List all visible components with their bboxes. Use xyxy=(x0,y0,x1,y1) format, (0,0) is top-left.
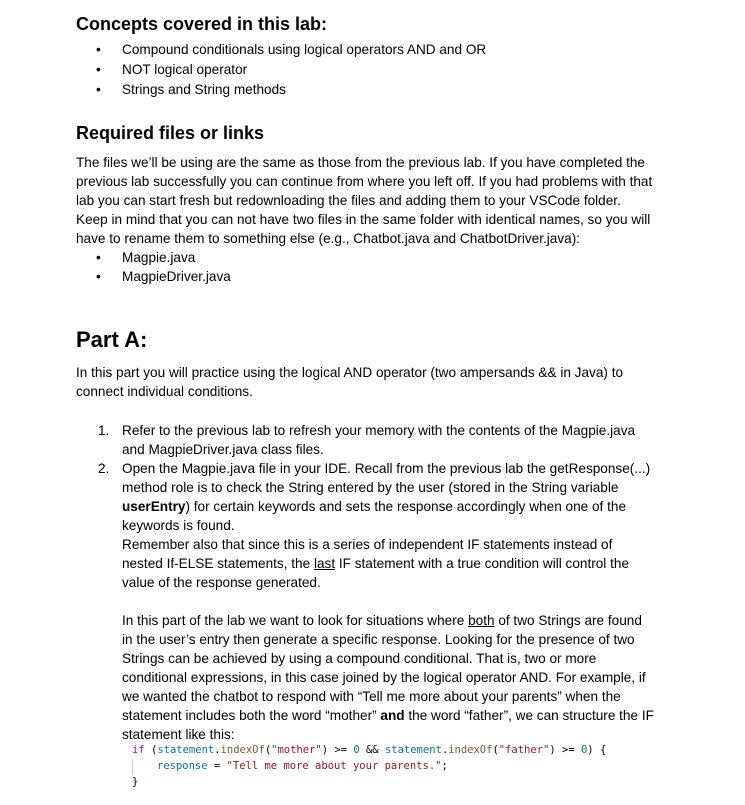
concept-item: • Compound conditionals using logical operators AND and OR xyxy=(96,42,487,57)
user-entry-variable: userEntry xyxy=(122,499,186,514)
required-paragraph-line: previous lab successfully you can continue from where you left off. If you had problems with that xyxy=(76,174,653,189)
step-2-line: statement like this: xyxy=(122,727,235,742)
step-2: 2. Open the Magpie.java file in your IDE. Recall from the previous lab the getResponse(...) xyxy=(98,461,651,476)
step-2-line: method role is to check the String entered by the user (stored in the String variable xyxy=(122,480,619,495)
step-2-line: conditional expressions, in this case joined by the logical operator AND. For example, if xyxy=(122,670,646,685)
concept-item: • Strings and String methods xyxy=(96,82,286,97)
required-heading: Required files or links xyxy=(76,123,265,143)
concepts-heading: Concepts covered in this lab: xyxy=(76,14,328,34)
code-line-assign: response = "Tell me more about your parents."; xyxy=(157,760,448,772)
concept-item: • NOT logical operator xyxy=(96,62,248,77)
required-paragraph-line: lab you can start fresh but redownloading the files and adding them to your VSCode folder. xyxy=(76,193,621,208)
required-paragraph-line: have to rename them to something else (e.g., Chatbot.java and ChatbotDriver.java): xyxy=(76,231,580,246)
part-a-heading: Part A: xyxy=(76,327,148,352)
step-2-line: keywords is found. xyxy=(122,518,235,533)
step-1-line: and MagpieDriver.java class files. xyxy=(122,442,324,457)
part-a-intro-line: connect individual conditions. xyxy=(76,384,253,399)
code-line-if: if (statement.indexOf("mother") >= 0 && statement.indexOf("father") >= 0) { xyxy=(132,744,607,756)
step-2-line: nested If-ELSE statements, the last IF statement with a true condition will control the xyxy=(122,556,630,571)
bullet-icon: • xyxy=(96,250,101,265)
step-2-line: in the user’s entry then generate a specific response. Looking for the presence of two xyxy=(122,632,635,647)
required-paragraph-line: The files we’ll be using are the same as those from the previous lab. If you have completed the xyxy=(76,155,645,170)
step-2-line: we wanted the chatbot to respond with “Tell me more about your parents” when the xyxy=(122,689,621,704)
bullet-icon: • xyxy=(96,82,101,97)
file-item: • Magpie.java xyxy=(96,250,196,265)
required-paragraph-line: Keep in mind that you can not have two files in the same folder with identical names, so you will xyxy=(76,212,651,227)
step-2-line: In this part of the lab we want to look for situations where both of two Strings are found xyxy=(122,613,642,628)
bullet-icon: • xyxy=(96,42,101,57)
bullet-icon: • xyxy=(96,62,101,77)
step-1: 1. Refer to the previous lab to refresh your memory with the contents of the Magpie.java xyxy=(98,423,636,438)
code-line-close: } xyxy=(132,776,139,788)
step-2-line: Remember also that since this is a series of independent IF statements instead of xyxy=(122,537,613,552)
step-2-line: statement includes both the word “mother” and the word “father”, we can structure the IF xyxy=(122,708,654,723)
step-2-line: Strings can be achieved by using a compound conditional. That is, two or more xyxy=(122,651,597,666)
file-item: • MagpieDriver.java xyxy=(96,269,231,284)
step-2-line: value of the response generated. xyxy=(122,575,321,590)
indent-guide xyxy=(132,759,133,775)
part-a-intro-line: In this part you will practice using the logical AND operator (two ampersands && in Java) to xyxy=(76,365,624,380)
bullet-icon: • xyxy=(96,269,101,284)
step-2-line: userEntry) for certain keywords and sets the response accordingly when one of the xyxy=(122,499,626,514)
